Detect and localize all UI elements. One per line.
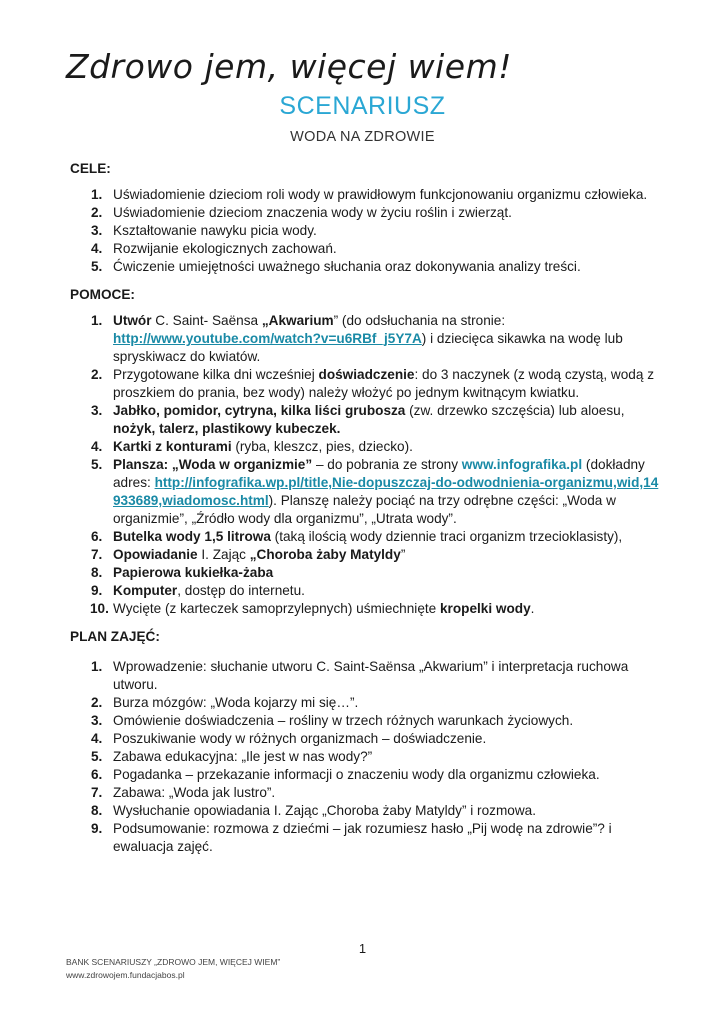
- list-item: 5. Plansza: „Woda w organizmie” – do pobrania ze strony www.infografika.pl (dokładny adres: http://infografika.wp.pl/title,Nie-dopuszczaj-do-odwodnienia-organizmu,wid,14933689,wiadomosc.html). Planszę należy pociąć na trzy odrębne części: „Woda w organizmie”, „Źródło wody dla organizmu”, „Utrata wody”.: [91, 457, 659, 526]
- list-item: 2. Przygotowane kilka dni wcześniej doświadczenie: do 3 naczynek (z wodą czystą, wodą z proszkiem do prania, bez wody) należy włożyć po jednym kwitnącym kwiatku.: [91, 367, 654, 400]
- goals-heading: CELE:: [70, 161, 111, 176]
- list-item: 1. Uświadomienie dzieciom roli wody w prawidłowym funkcjonowaniu organizmu człowieka.: [91, 187, 648, 202]
- infografika-article-link[interactable]: http://infografika.wp.pl/title,Nie-dopuszczaj-do-odwodnienia-organizmu,wid,14933689,wiadomosc.html: [113, 475, 659, 508]
- footer-website: www.zdrowojem.fundacjabos.pl: [66, 970, 185, 980]
- goals-list: [70, 186, 660, 276]
- lesson-plan-list: [70, 658, 660, 856]
- list-item: 1. Utwór C. Saint- Saënsa „Akwarium” (do odsłuchania na stronie: http://www.youtube.com/watch?v=u6RBf_j5Y7A) i dziecięca sikawka na wodę lub spryskiwacz do kwiatów.: [91, 313, 623, 364]
- list-item: 7. Zabawa: „Woda jak lustro”.: [91, 785, 276, 800]
- handwritten-logo: [66, 40, 512, 100]
- list-item: 8. Papierowa kukiełka-żaba: [91, 565, 274, 580]
- infografika-link[interactable]: www.infografika.pl: [461, 457, 583, 472]
- list-item: 3. Jabłko, pomidor, cytryna, kilka liści grubosza (zw. drzewko szczęścia) lub aloesu, nożyk, talerz, plastikowy kubeczek.: [91, 403, 625, 436]
- page-number: 1: [358, 941, 367, 956]
- page-subtitle: WODA NA ZDROWIE: [290, 129, 435, 145]
- list-item: 9. Podsumowanie: rozmowa z dziećmi – jak rozumiesz hasło „Pij wodę na zdrowie”? i ewaluacja zajęć.: [91, 821, 612, 854]
- page-footer: [66, 956, 280, 982]
- goals-section: [70, 160, 660, 276]
- list-item: 3. Kształtowanie nawyku picia wody.: [91, 223, 317, 238]
- list-item: 4. Rozwijanie ekologicznych zachowań.: [91, 241, 337, 256]
- list-item: 5. Ćwiczenie umiejętności uważnego słuchania oraz dokonywania analizy treści.: [91, 259, 581, 274]
- list-item: 10. Wycięte (z karteczek samoprzylepnych) uśmiechnięte kropelki wody.: [90, 601, 535, 616]
- list-item: 9. Komputer, dostęp do internetu.: [91, 583, 305, 598]
- materials-list: [70, 312, 660, 618]
- materials-section: [70, 286, 660, 618]
- list-item: 3. Omówienie doświadczenia – rośliny w trzech różnych warunkach życiowych.: [91, 713, 574, 728]
- lesson-plan-heading: PLAN ZAJĘĆ:: [70, 629, 160, 644]
- list-item: 2. Uświadomienie dzieciom znaczenia wody w życiu roślin i zwierząt.: [91, 205, 512, 220]
- document-body: [70, 160, 660, 866]
- list-item: 4. Poszukiwanie wody w różnych organizmach – doświadczenie.: [91, 731, 487, 746]
- youtube-link[interactable]: http://www.youtube.com/watch?v=u6RBf_j5Y7A: [113, 331, 422, 346]
- list-item: 8. Wysłuchanie opowiadania I. Zając „Choroba żaby Matyldy” i rozmowa.: [91, 803, 536, 818]
- page-title: SCENARIUSZ: [279, 92, 446, 120]
- footer-title: BANK SCENARIUSZY „ZDROWO JEM, WIĘCEJ WIEM”: [66, 957, 281, 967]
- list-item: 2. Burza mózgów: „Woda kojarzy mi się…”.: [91, 695, 359, 710]
- list-item: 5. Zabawa edukacyjna: „Ile jest w nas wody?”: [91, 749, 373, 764]
- list-item: 7. Opowiadanie I. Zając „Choroba żaby Matyldy”: [91, 547, 406, 562]
- svg-text:Zdrowo jem, więcej wiem!: Zdrowo jem, więcej wiem!: [66, 47, 512, 86]
- list-item: 6. Pogadanka – przekazanie informacji o znaczeniu wody dla organizmu człowieka.: [91, 767, 600, 782]
- list-item: 4. Kartki z konturami (ryba, kleszcz, pies, dziecko).: [91, 439, 413, 454]
- lesson-plan-section: [70, 628, 660, 856]
- materials-heading: POMOCE:: [70, 287, 135, 302]
- list-item: 1. Wprowadzenie: słuchanie utworu C. Saint-Saënsa „Akwarium” i interpretacja ruchowa utworu.: [91, 659, 629, 692]
- list-item: 6. Butelka wody 1,5 litrowa (taką ilością wody dziennie traci organizm trzecioklasisty),: [91, 529, 623, 544]
- brand-logo: [66, 40, 512, 100]
